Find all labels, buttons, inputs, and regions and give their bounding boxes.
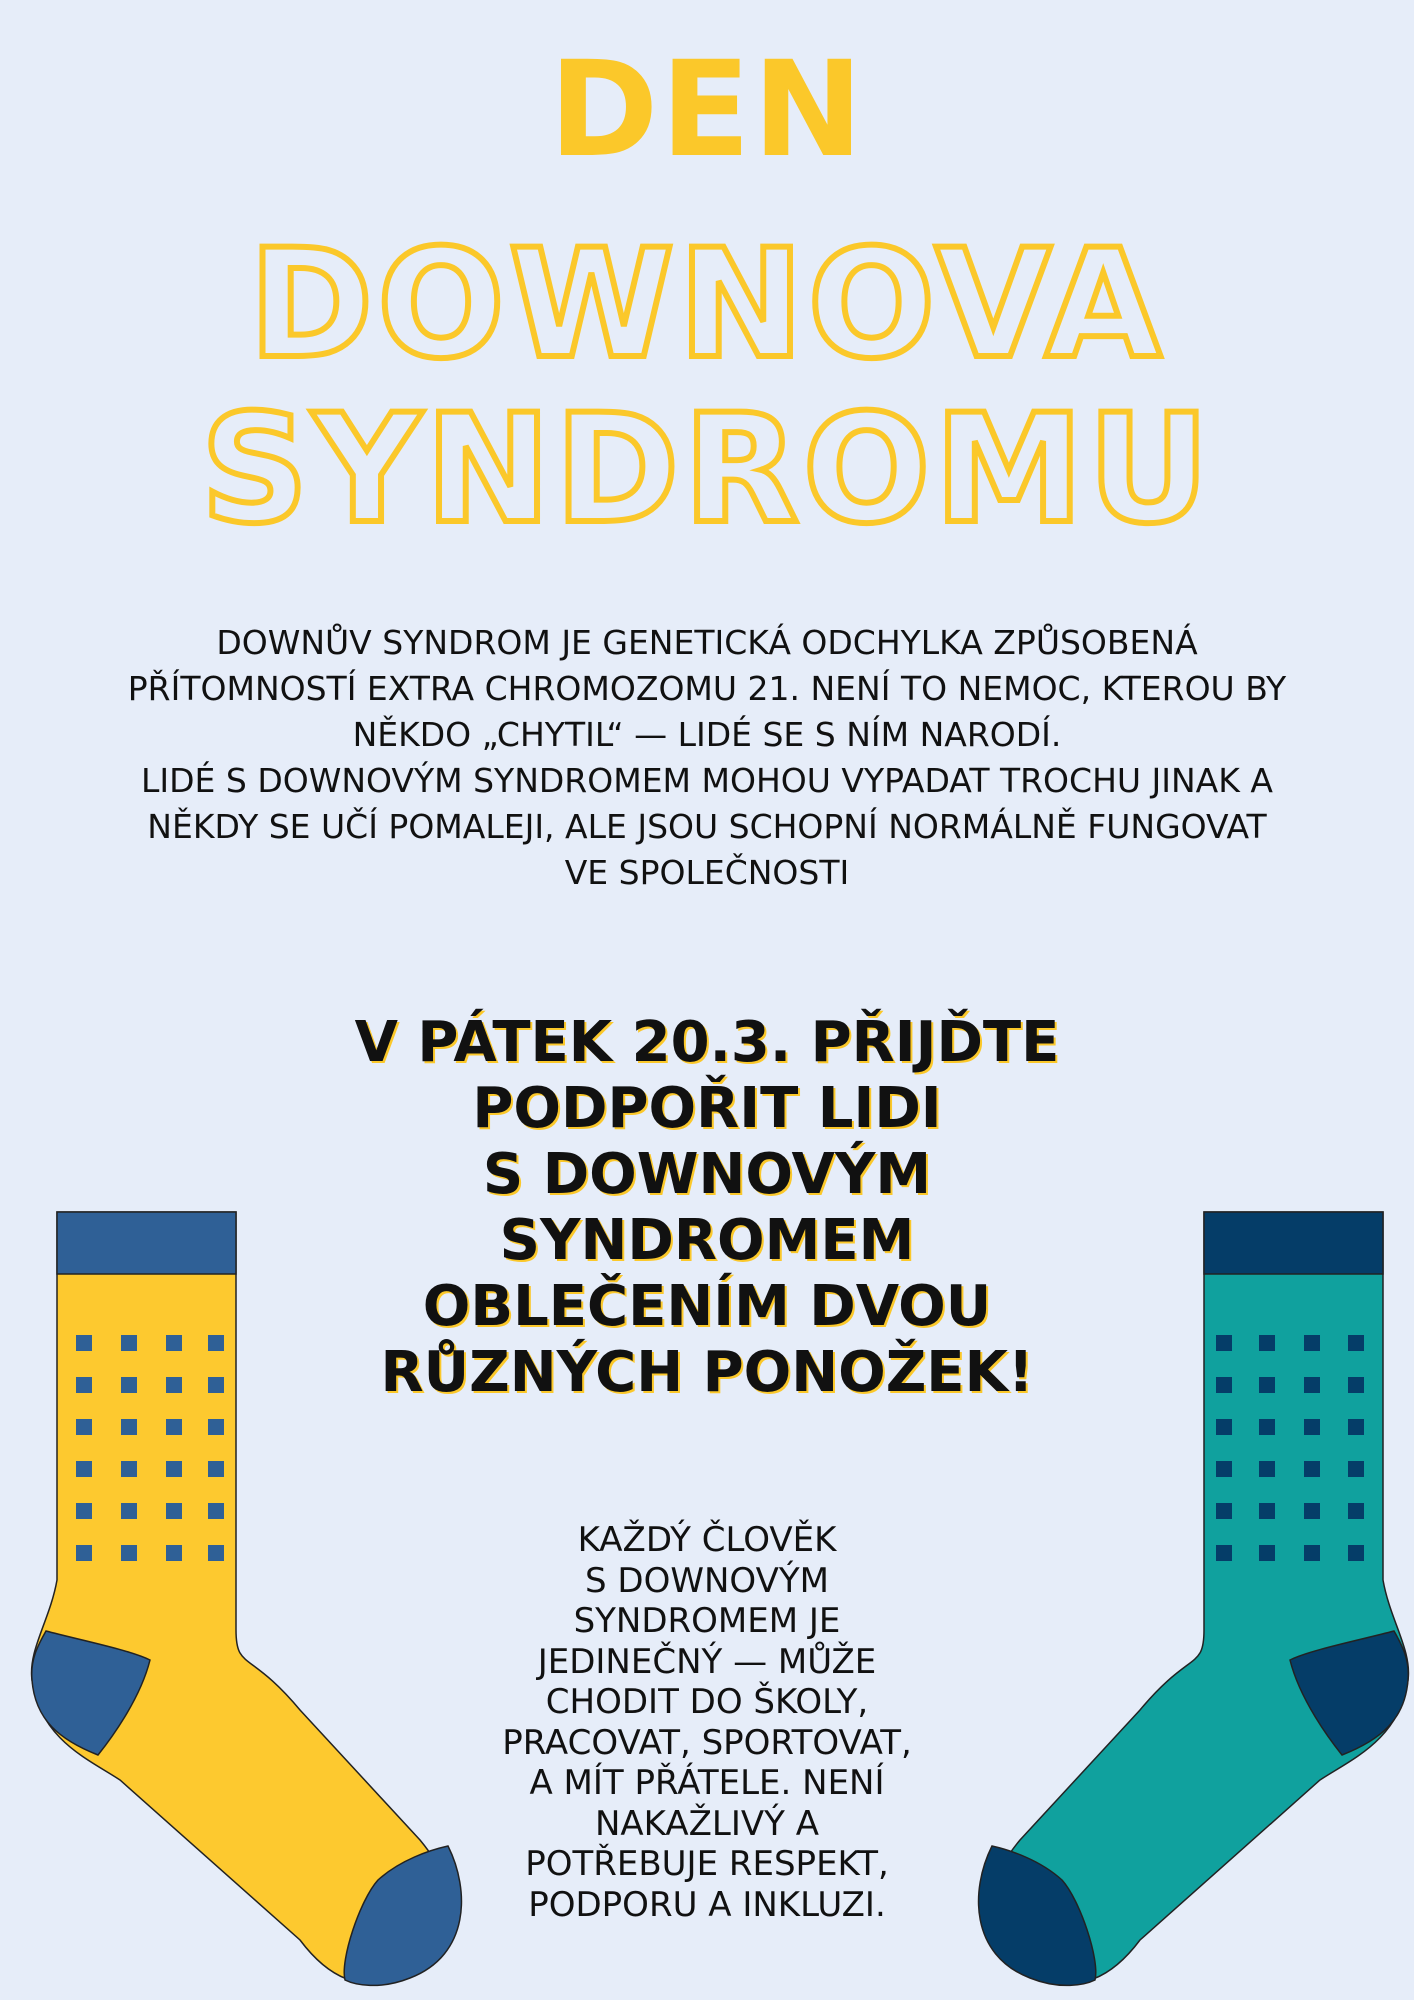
callout-line: PODPOŘIT LIDI	[472, 1076, 942, 1141]
footer-line: KAŽDÝ ČLOVĚK	[577, 1520, 837, 1560]
footer-line: S DOWNOVÝM	[585, 1560, 829, 1601]
footer-line: POTŘEBUJE RESPEKT,	[525, 1844, 889, 1884]
footer-line: SYNDROMEM JE	[573, 1601, 841, 1641]
callout-line: RŮZNÝCH PONOŽEK!	[380, 1340, 1034, 1405]
footer-line: A MÍT PŘÁTELE. NENÍ	[529, 1763, 885, 1803]
right-sock-cuff	[1204, 1212, 1383, 1274]
left-sock-illustration	[0, 1200, 480, 1990]
callout-line: SYNDROMEM	[499, 1208, 915, 1273]
intro-line: NĚKDY SE UČÍ POMALEJI, ALE JSOU SCHOPNÍ NORMÁLNĚ FUNGOVAT	[147, 807, 1267, 846]
footer-line: PODPORU A INKLUZI.	[528, 1884, 886, 1925]
title-den: DEN	[548, 33, 866, 187]
footer-line: NAKAŽLIVÝ A	[594, 1803, 819, 1844]
footer-paragraph	[460, 1520, 954, 1925]
intro-paragraph	[40, 620, 1374, 896]
right-sock-body	[988, 1212, 1408, 1984]
left-sock-body	[32, 1212, 452, 1984]
callout-line: OBLEČENÍM DVOU	[422, 1274, 992, 1339]
footer-line: PRACOVAT, SPORTOVAT,	[502, 1722, 912, 1763]
intro-line: NĚKDO „CHYTIL“ — LIDÉ SE S NÍM NARODÍ.	[352, 715, 1062, 754]
intro-line: DOWNŮV SYNDROM JE GENETICKÁ ODCHYLKA ZPŮSOBENÁ	[216, 623, 1198, 662]
footer-line: CHODIT DO ŠKOLY,	[545, 1682, 869, 1722]
footer-line: JEDINEČNÝ — MŮŽE	[537, 1641, 877, 1682]
title-syndromu: SYNDROMU	[200, 383, 1214, 557]
intro-line: LIDÉ S DOWNOVÝM SYNDROMEM MOHOU VYPADAT TROCHU JINAK A	[141, 761, 1273, 800]
right-sock-illustration	[960, 1200, 1414, 1990]
intro-line: VE SPOLEČNOSTI	[564, 853, 850, 892]
callout-line: V PÁTEK 20.3. PŘIJĎTE	[354, 1010, 1060, 1075]
left-sock-cuff	[57, 1212, 236, 1274]
title-downova: DOWNOVA	[248, 218, 1166, 392]
callout-line: S DOWNOVÝM	[482, 1142, 932, 1207]
intro-line: PŘÍTOMNOSTÍ EXTRA CHROMOZOMU 21. NENÍ TO NEMOC, KTEROU BY	[127, 669, 1287, 708]
